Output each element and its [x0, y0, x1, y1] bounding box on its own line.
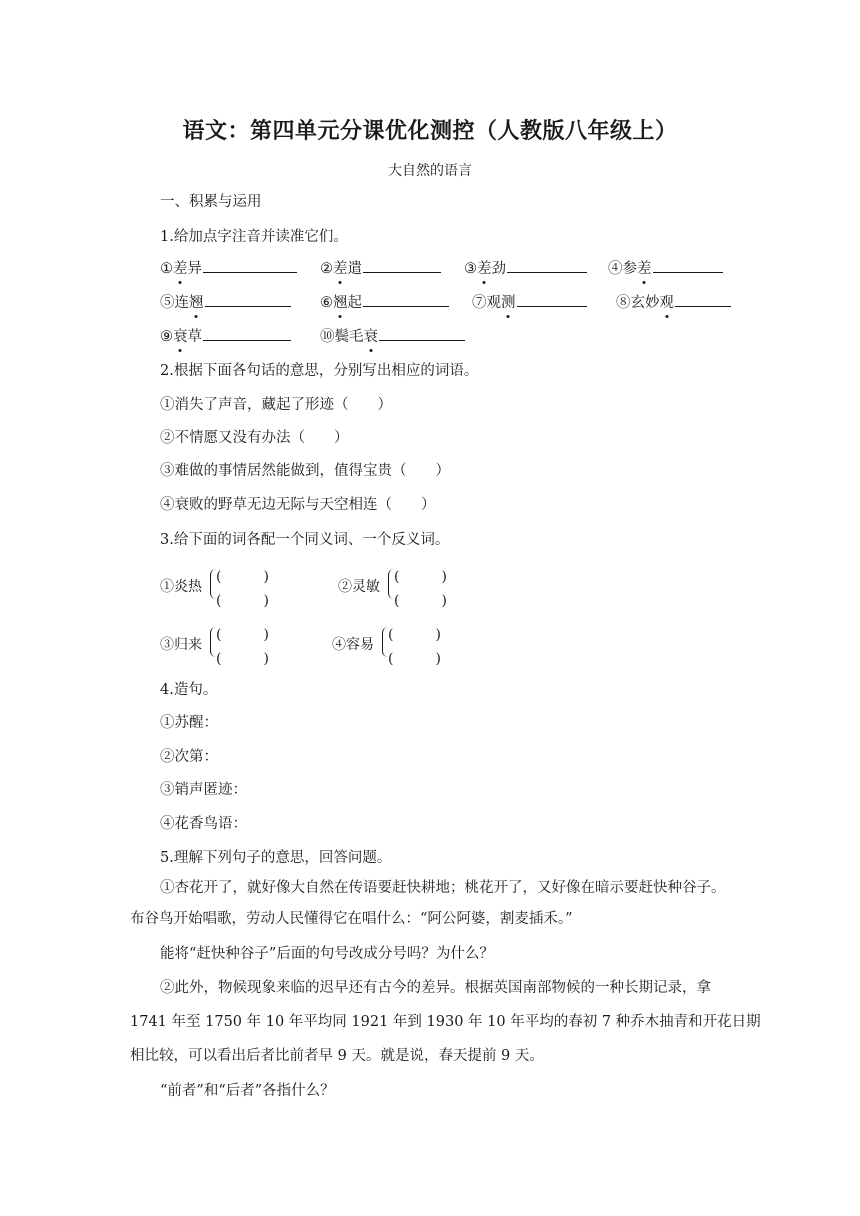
question-2-item: ③难做的事情居然能做到，值得宝贵（ ） [160, 463, 450, 479]
answer-paren: ( ) [388, 651, 441, 667]
pinyin-item [160, 257, 297, 278]
passage-2-line: ②此外，物候现象来临的迟早还有古今的差异。根据英国南部物候的一种长期记录，拿 [160, 980, 711, 996]
pinyin-item [472, 291, 587, 312]
question-4-item: ①苏醒： [160, 715, 218, 731]
item-number: ⑦ [472, 295, 487, 311]
word-prefix: 参 [622, 261, 637, 277]
answer-paren: ( ) [388, 627, 441, 643]
question-4-item: ③销声匿迹： [160, 782, 247, 798]
dotted-character: 翘 [189, 291, 204, 312]
question-4-prompt: 4.造句。 [160, 682, 218, 698]
question-3-prompt: 3.给下面的词各配一个同义词、一个反义词。 [160, 532, 450, 548]
dotted-character: 差 [637, 257, 652, 278]
answer-blank[interactable] [507, 257, 587, 273]
answer-blank[interactable] [675, 291, 731, 307]
item-number: ④ [608, 261, 623, 277]
answer-paren: ( ) [216, 593, 269, 609]
word-suffix: 异 [187, 261, 202, 277]
dotted-character: 差 [333, 257, 348, 278]
passage-2-question: “前者”和“后者”各指什么？ [160, 1083, 335, 1099]
pinyin-item [608, 257, 723, 278]
answer-paren: ( ) [216, 569, 269, 585]
passage-2-line: 1741 年至 1750 年 10 年平均同 1921 年到 1930 年 10 年平均的春初 7 种乔木抽青和开花日期 [130, 1014, 761, 1030]
dotted-character: 衰 [364, 325, 379, 346]
dotted-character: 测 [501, 291, 516, 312]
question-2-item: ②不情愿又没有办法（ ） [160, 430, 349, 446]
question-2-item: ①消失了声音，藏起了形迹（ ） [160, 397, 392, 413]
answer-blank[interactable] [363, 291, 449, 307]
question-1-prompt: 1.给加点字注音并读准它们。 [160, 229, 348, 245]
item-number: ⑨ [160, 329, 173, 345]
question-2-item: ④衰败的野草无边无际与天空相连（ ） [160, 497, 436, 513]
pinyin-item [616, 291, 731, 312]
dotted-character: 差 [173, 257, 188, 278]
passage-2-line: 相比较，可以看出后者比前者早 9 天。就是说，春天提前 9 天。 [130, 1048, 544, 1064]
answer-paren: ( ) [216, 651, 269, 667]
dotted-character: 衰 [173, 325, 188, 346]
question-3-word: ②灵敏 [338, 579, 380, 595]
word-suffix: 草 [187, 329, 202, 345]
answer-blank[interactable] [205, 291, 292, 307]
page-subtitle: 大自然的语言 [388, 163, 472, 179]
passage-1-line: ①杏花开了，就好像大自然在传语要赶快耕地；桃花开了，又好像在暗示要赶快种谷子。 [160, 880, 726, 896]
answer-blank[interactable] [517, 291, 588, 307]
word-prefix: 玄妙 [630, 295, 660, 311]
pinyin-item [160, 291, 291, 312]
word-prefix: 观 [486, 295, 501, 311]
question-3-word: ③归来 [160, 637, 202, 653]
word-suffix: 遣 [347, 261, 362, 277]
question-5-prompt: 5.理解下列句子的意思，回答问题。 [160, 850, 392, 866]
dotted-character: 差 [477, 257, 492, 278]
answer-paren: ( ) [394, 569, 447, 585]
item-number: ⑤ [160, 295, 175, 311]
question-2-prompt: 2.根据下面各句话的意思，分别写出相应的词语。 [160, 363, 479, 379]
word-suffix: 劲 [491, 261, 506, 277]
item-number: ⑧ [616, 295, 631, 311]
passage-1-line: 布谷鸟开始唱歌，劳动人民懂得它在唱什么：“阿公阿婆，割麦插禾。” [130, 911, 573, 927]
answer-paren: ( ) [216, 627, 269, 643]
section-heading: 一、积累与运用 [160, 194, 262, 210]
answer-blank[interactable] [203, 257, 297, 273]
passage-1-question: 能将“赶快种谷子”后面的句号改成分号吗？为什么？ [160, 946, 494, 962]
item-number: ⑥ [320, 295, 333, 311]
pinyin-item [464, 257, 587, 278]
pinyin-item [320, 257, 441, 278]
question-3-word: ①炎热 [160, 579, 202, 595]
page-title: 语文：第四单元分课优化测控（人教版八年级上） [182, 119, 678, 144]
answer-blank[interactable] [379, 325, 465, 341]
answer-blank[interactable] [653, 257, 724, 273]
pinyin-item [320, 291, 449, 312]
pinyin-item [160, 325, 291, 346]
dotted-character: 翘 [333, 291, 348, 312]
item-number: ② [320, 261, 333, 277]
item-number: ① [160, 261, 173, 277]
question-4-item: ②次第： [160, 749, 218, 765]
question-3-word: ④容易 [332, 637, 374, 653]
item-number: ③ [464, 261, 477, 277]
item-number: ⑩ [320, 329, 335, 345]
word-suffix: 起 [347, 295, 362, 311]
pinyin-item [320, 325, 465, 346]
question-4-item: ④花香鸟语： [160, 816, 247, 832]
answer-blank[interactable] [203, 325, 291, 341]
dotted-character: 观 [660, 291, 675, 312]
word-prefix: 鬓毛 [334, 329, 364, 345]
answer-paren: ( ) [394, 593, 447, 609]
answer-blank[interactable] [363, 257, 441, 273]
word-prefix: 连 [174, 295, 189, 311]
